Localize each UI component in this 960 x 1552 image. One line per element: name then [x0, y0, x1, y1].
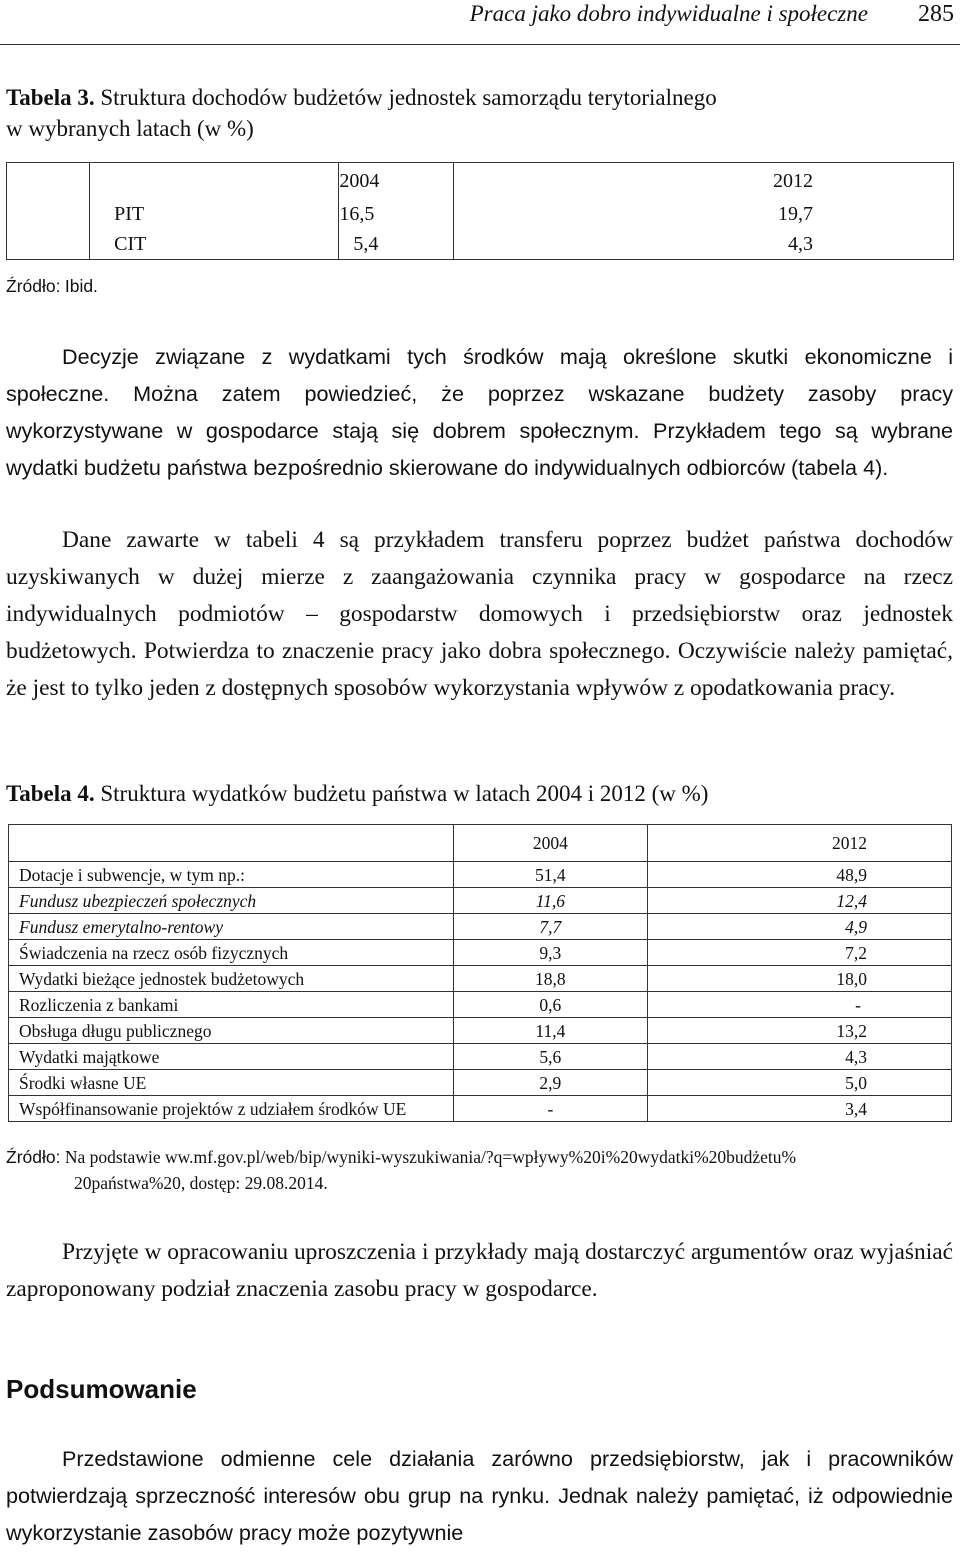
table-row — [9, 1096, 952, 1122]
paragraph: Decyzje związane z wydatkami tych środków mają określone skutki ekonomiczne i społeczne. Można zatem powiedzieć, że poprzez wskazane budżety zasoby pracy wykorzystywane w gospodarce stają się dobrem społecznym. Przykładem tego są wybrane wydatki budżetu państwa bezpośrednio skierowane do indywidualnych odbiorców (tabela 4). — [6, 344, 953, 480]
table4 — [8, 824, 952, 1122]
table4-cell: 4,9 — [648, 914, 952, 940]
table4-cell: 7,2 — [648, 940, 952, 966]
table-row — [9, 888, 952, 914]
table4-row-label: Fundusz emerytalno-rentowy — [9, 914, 454, 940]
source-text: Na podstawie ww.mf.gov.pl/web/bip/wyniki-wyszukiwania/?q=wpływy%20i%20wydatki%20budżetu% — [64, 1147, 797, 1167]
body-text-2 — [6, 522, 953, 707]
paragraph: Przedstawione odmienne cele działania zarówno przedsiębiorstw, jak i pracowników potwierdzają sprzeczność interesów obu grup na rynku. Jednak należy pamiętać, iż odpowiednie wykorzystanie zasobów pracy może pozytywnie — [6, 1446, 953, 1545]
table3-caption — [6, 82, 717, 144]
table4-caption — [6, 778, 708, 809]
table4-col-2012: 2012 — [648, 825, 952, 862]
table-row — [9, 1018, 952, 1044]
table4-title: Struktura wydatków budżetu państwa w latach 2004 i 2012 (w %) — [100, 781, 709, 806]
table-row — [7, 229, 954, 260]
table4-cell: 11,6 — [453, 888, 647, 914]
table-row — [7, 199, 954, 229]
body-text-3 — [6, 1234, 953, 1308]
paragraph: Przyjęte w opracowaniu uproszczenia i przykłady mają dostarczyć argumentów oraz wyjaśniać zaproponowany podział znaczenia zasobu pracy w gospodarce. — [6, 1239, 953, 1302]
summary-text — [6, 1440, 953, 1551]
table4-cell: 51,4 — [453, 862, 647, 888]
running-title: Praca jako dobro indywidualne i społeczne — [469, 1, 868, 26]
table4-row-label: Środki własne UE — [9, 1070, 454, 1096]
table4-cell: 5,6 — [453, 1044, 647, 1070]
source-text-continued: 20państwa%20, dostęp: 29.08.2014. — [74, 1173, 328, 1193]
table3-cell: 4,3 — [454, 229, 954, 260]
table-row — [9, 992, 952, 1018]
table4-source — [6, 1144, 954, 1196]
table3-source — [6, 273, 98, 299]
table4-row-label: Świadczenia na rzecz osób fizycznych — [9, 940, 454, 966]
table3-cell: 19,7 — [454, 199, 954, 229]
body-text-1 — [6, 338, 953, 486]
table4-row-label: Wydatki majątkowe — [9, 1044, 454, 1070]
section-heading: Podsumowanie — [6, 1374, 197, 1404]
table4-col-2004: 2004 — [453, 825, 647, 862]
table3 — [6, 162, 954, 260]
running-header — [0, 0, 960, 45]
table3-col-2004: 2004 — [339, 163, 454, 200]
page-number: 285 — [918, 1, 954, 27]
table4-cell: 12,4 — [648, 888, 952, 914]
table4-cell: - — [453, 1096, 647, 1122]
table4-cell: 5,0 — [648, 1070, 952, 1096]
table3-title: Struktura dochodów budżetów jednostek samorządu terytorialnego — [100, 85, 717, 110]
table4-cell: 9,3 — [453, 940, 647, 966]
table3-cell: 16,5 — [339, 199, 454, 229]
table4-cell: 4,3 — [648, 1044, 952, 1070]
table-row — [9, 914, 952, 940]
table4-cell: 18,8 — [453, 966, 647, 992]
table4-cell: 0,6 — [453, 992, 647, 1018]
table4-header-row — [9, 825, 952, 862]
table4-row-label: Rozliczenia z bankami — [9, 992, 454, 1018]
table3-row-label: CIT — [90, 229, 339, 260]
table-row — [9, 940, 952, 966]
table4-row-label: Dotacje i subwencje, w tym np.: — [9, 862, 454, 888]
table3-label: Tabela 3. — [6, 85, 95, 110]
table4-cell: 18,0 — [648, 966, 952, 992]
source-text: Ibid. — [64, 276, 98, 296]
paragraph: Dane zawarte w tabeli 4 są przykładem transferu poprzez budżet państwa dochodów uzyskiwanych w dużej mierze z zaangażowania czynnika pracy w gospodarce na rzecz indywidualnych podmiotów – gospodarstw domowych i przedsiębiorstw oraz jednostek budżetowych. Potwierdza to znaczenie pracy jako dobra społecznego. Oczywiście należy pamiętać, że jest to tylko jeden z dostępnych sposobów wykorzystania wpływów z opodatkowania pracy. — [6, 527, 953, 701]
table3-header-row — [7, 163, 954, 200]
table4-cell: 13,2 — [648, 1018, 952, 1044]
table4-cell: 2,9 — [453, 1070, 647, 1096]
table-row — [9, 862, 952, 888]
table4-cell: 48,9 — [648, 862, 952, 888]
table3-cell: 5,4 — [339, 229, 454, 260]
table4-cell: 7,7 — [453, 914, 647, 940]
table4-label: Tabela 4. — [6, 781, 95, 806]
table4-row-label: Obsługa długu publicznego — [9, 1018, 454, 1044]
table4-row-label: Wydatki bieżące jednostek budżetowych — [9, 966, 454, 992]
table4-cell: 3,4 — [648, 1096, 952, 1122]
table4-row-label: Współfinansowanie projektów z udziałem środków UE — [9, 1096, 454, 1122]
source-label: Źródło: — [6, 1147, 61, 1167]
table-row — [9, 1044, 952, 1070]
table3-col-2012: 2012 — [454, 163, 954, 200]
table4-cell: - — [648, 992, 952, 1018]
table3-row-label: PIT — [90, 199, 339, 229]
table-row — [9, 1070, 952, 1096]
source-label: Źródło: — [6, 276, 61, 296]
table-row — [9, 966, 952, 992]
table4-cell: 11,4 — [453, 1018, 647, 1044]
table4-row-label: Fundusz ubezpieczeń społecznych — [9, 888, 454, 914]
table3-title-line2: w wybranych latach (w %) — [6, 116, 254, 141]
